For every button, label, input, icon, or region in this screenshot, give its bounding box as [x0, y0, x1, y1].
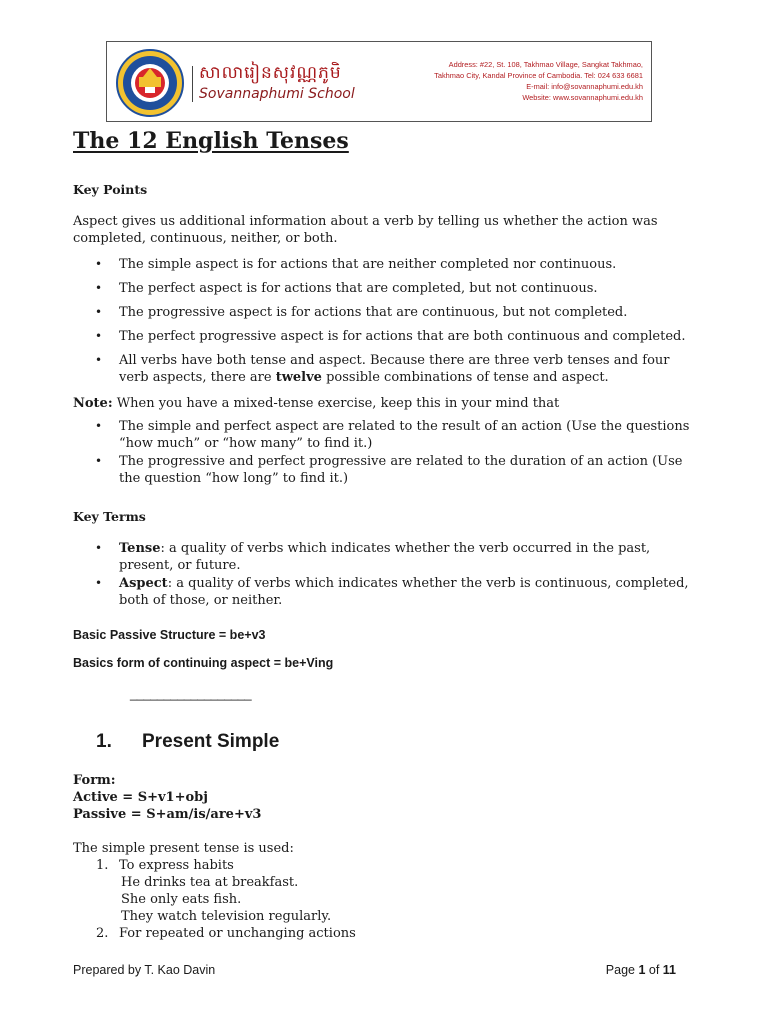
key-points-heading: Key Points: [73, 182, 148, 197]
definition: : a quality of verbs which indicates whether the verb is continuous, completed, both of those, or neither.: [119, 576, 689, 608]
list-item: • The simple aspect is for actions that are neither completed nor continuous.: [73, 256, 691, 273]
key-terms-list: [73, 540, 691, 610]
section-number: 1.: [96, 731, 112, 752]
note-list: [73, 418, 691, 488]
form-label: Form:: [73, 773, 116, 788]
header-divider: [192, 66, 193, 102]
continuing-aspect-structure: Basics form of continuing aspect = be+Ving: [73, 656, 334, 670]
example-sentence: They watch television regularly.: [121, 909, 332, 924]
contact-email[interactable]: E-mail: info@sovannaphumi.edu.kh: [526, 82, 643, 91]
school-logo-icon: [115, 48, 185, 118]
total-pages: 11: [662, 963, 676, 977]
current-page: 1: [638, 963, 646, 977]
section-separator: __________________: [130, 686, 252, 701]
list-item: • The perfect progressive aspect is for actions that are both continuous and completed.: [73, 328, 691, 345]
letterhead: [106, 41, 652, 122]
page-title: The 12 English Tenses: [73, 128, 349, 154]
passive-structure: Basic Passive Structure = be+v3: [73, 628, 266, 642]
section-heading: [96, 731, 279, 753]
term: Aspect: [119, 576, 168, 591]
school-name: Sovannaphumi School: [199, 86, 355, 102]
bullet-text: All verbs have both tense and aspect. Because there are three verb tenses and four verb aspects, there are: [119, 353, 670, 385]
contact-address-line-1: Address: #22, St. 108, Takhmao Village, Sangkat Takhmao,: [448, 60, 643, 69]
list-item: [73, 540, 691, 574]
passive-form: Passive = S+am/is/are+v3: [73, 807, 262, 822]
footer-author: Prepared by T. Kao Davin: [73, 963, 216, 977]
key-points-intro: Aspect gives us additional information about a verb by telling us whether the action was completed, continuous, neither, or both.: [73, 214, 658, 246]
example-sentence: He drinks tea at breakfast.: [121, 875, 299, 890]
school-name-khmer: សាលារៀនសុវណ្ណភូមិ: [199, 63, 342, 83]
footer-page-number: [606, 963, 676, 977]
contact-website[interactable]: Website: www.sovannaphumi.edu.kh: [522, 93, 643, 102]
usage-list: [96, 857, 356, 942]
item-number: 2.: [96, 926, 109, 941]
note-paragraph: [73, 395, 693, 412]
section-title: Present Simple: [142, 731, 280, 752]
list-item: • The simple and perfect aspect are related to the result of an action (Use the questions “how much” or “how many” to find it.): [73, 418, 691, 452]
page-word: Page: [605, 963, 639, 977]
bold-word: twelve: [275, 370, 322, 385]
key-terms-heading: Key Terms: [73, 509, 146, 524]
list-item: • The perfect aspect is for actions that are completed, but not continuous.: [73, 280, 691, 297]
note-label: Note:: [73, 396, 113, 411]
note-text: When you have a mixed-tense exercise, keep this in your mind that: [112, 396, 560, 411]
list-item: [73, 352, 691, 386]
usage-label: To express habits: [119, 858, 234, 873]
definition: : a quality of verbs which indicates whether the verb occurred in the past, present, or future.: [119, 541, 651, 573]
list-item: [96, 925, 356, 942]
list-item: • The progressive and perfect progressive are related to the duration of an action (Use the question “how long” to find it.): [73, 453, 691, 487]
list-item: [96, 857, 356, 925]
usage-intro: The simple present tense is used:: [73, 841, 294, 856]
usage-label: For repeated or unchanging actions: [119, 926, 356, 941]
active-form: Active = S+v1+obj: [73, 790, 208, 805]
contact-info: [434, 59, 643, 103]
list-item: • The progressive aspect is for actions that are continuous, but not completed.: [73, 304, 691, 321]
term: Tense: [119, 541, 161, 556]
of-word: of: [645, 963, 663, 977]
list-item: [73, 575, 691, 609]
example-sentence: She only eats fish.: [121, 892, 242, 907]
item-number: 1.: [96, 858, 109, 873]
contact-address-line-2: Takhmao City, Kandal Province of Cambodia. Tel: 024 633 6681: [434, 71, 643, 80]
bullet-text: possible combinations of tense and aspect.: [321, 370, 609, 385]
key-points-list: [73, 256, 691, 393]
